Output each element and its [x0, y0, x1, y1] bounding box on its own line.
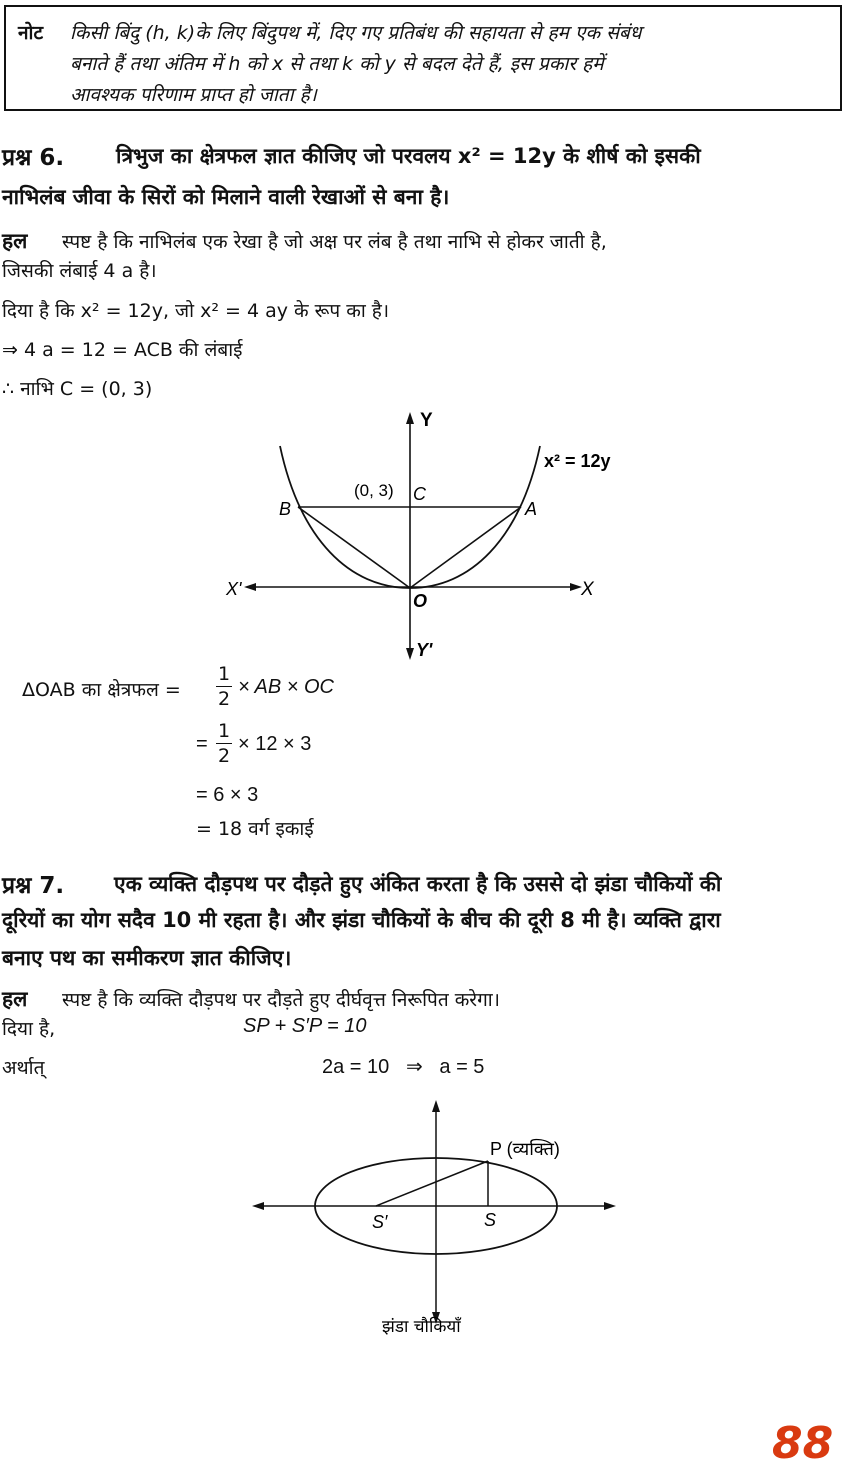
area-prefix: ΔOAB का क्षेत्रफल = [22, 679, 181, 701]
area-step-2-prefix: = [196, 733, 208, 755]
point-s-prime-label: S′ [372, 1212, 388, 1232]
ellipse-y-arrow-up [432, 1100, 440, 1112]
note-line-1: किसी बिंदु (h, k)के लिए बिंदुपथ में, दिए गए प्रतिबंध की सहायता से हम एक संबंध [70, 22, 642, 44]
area-step-4: = 18 वर्ग इकाई [196, 818, 314, 840]
point-a-label: A [525, 499, 538, 519]
q6-label: प्रश्न 6. [2, 145, 65, 171]
fraction-1-numerator: 1 [217, 663, 231, 685]
q7-arthat-label: अर्थात् [2, 1057, 45, 1079]
point-c-label: C [413, 484, 426, 504]
point-s-label: S [484, 1210, 497, 1230]
q6-focus: ∴ नाभि C = (0, 3) [2, 378, 153, 400]
q7-line-2: दूरियों का योग सदैव 10 मी रहता है। और झंडा चौकियों के बीच की दूरी 8 मी है। व्यक्ति द्वारा [2, 908, 721, 932]
q7-solution-line-1: स्पष्ट है कि व्यक्ति दौड़पथ पर दौड़ते हुए दीर्घवृत्त निरूपित करेगा। [62, 989, 500, 1011]
q7-label: प्रश्न 7. [2, 873, 65, 899]
origin-label: O [413, 591, 428, 611]
note-line-3: आवश्यक परिणाम प्राप्त हो जाता है। [70, 84, 317, 106]
y-label: Y [420, 410, 433, 431]
fraction-1-denominator: 2 [217, 688, 231, 710]
y-neg-label: Y' [416, 640, 433, 660]
x-neg-label: X' [226, 579, 242, 599]
q6-line-2: नाभिलंब जीवा के सिरों को मिलाने वाली रेखाओं से बना है। [2, 185, 450, 209]
ellipse-x-arrow-left [252, 1202, 264, 1210]
q6-implies: ⇒ 4 a = 12 = ACB की लंबाई [2, 339, 243, 361]
fraction-2-denominator: 2 [217, 745, 231, 767]
q7-given-eq: SP + S′P = 10 [243, 1015, 367, 1037]
point-p-label: P (व्यक्ति) [490, 1139, 560, 1159]
q6-solution-line-1: स्पष्ट है कि नाभिलंब एक रेखा है जो अक्ष पर लंब है तथा नाभि से होकर जाती है, [62, 231, 607, 253]
q7-line-1: एक व्यक्ति दौड़पथ पर दौड़ते हुए अंकित करता है कि उससे दो झंडा चौकियों की [114, 872, 722, 896]
note-line-2: बनाते हैं तथा अंतिम में h को x से तथा k को y से बदल देते हैं, इस प्रकार हमें [70, 53, 604, 75]
point-b-label: B [279, 499, 292, 519]
q6-given: दिया है कि x² = 12y, जो x² = 4 ay के रूप का है। [2, 300, 390, 322]
curve-label: x² = 12y [544, 451, 611, 471]
q6-solution-label: हल [2, 229, 28, 253]
fraction-2-numerator: 1 [217, 720, 231, 742]
area-step-2-tail: × 12 × 3 [238, 733, 312, 755]
q7-line-3: बनाए पथ का समीकरण ज्ञात कीजिए। [2, 946, 292, 970]
q7-given-label: दिया है, [2, 1018, 56, 1040]
page-number: 88 [772, 1418, 834, 1469]
flag-posts-caption: झंडा चौकियाँ [382, 1317, 461, 1337]
line-s-prime-p [376, 1161, 488, 1206]
note-label: नोट [18, 22, 44, 44]
q6-solution-line-2: जिसकी लंबाई 4 a है। [2, 260, 157, 282]
ellipse-x-arrow-right [604, 1202, 616, 1210]
q7-arthat-eq: 2a = 10 ⇒ a = 5 [322, 1056, 485, 1078]
c-coords-label: (0, 3) [354, 481, 394, 500]
x-label: X [581, 579, 594, 600]
area-step-1-tail: × AB × OC [238, 676, 334, 698]
q7-solution-label: हल [2, 987, 28, 1011]
q6-line-1: त्रिभुज का क्षेत्रफल ज्ञात कीजिए जो परवलय x² = 12y के शीर्ष को इसकी [116, 144, 701, 168]
area-step-3: = 6 × 3 [196, 784, 259, 806]
